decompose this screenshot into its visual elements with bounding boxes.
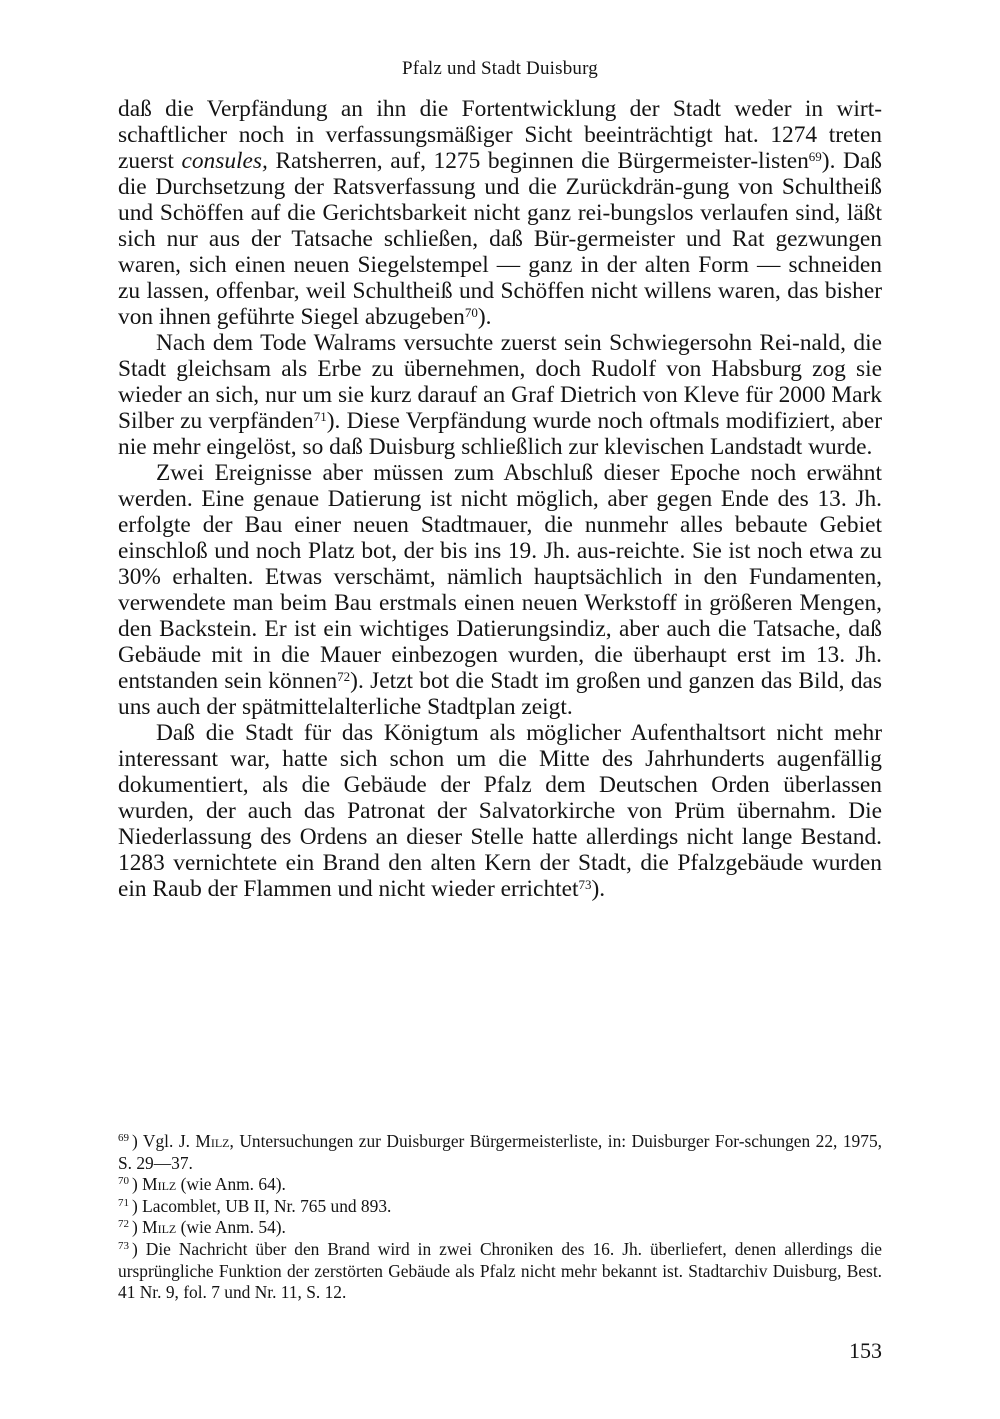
paragraph-4 — [118, 720, 882, 902]
body-text — [118, 96, 882, 902]
footnote-ref: 73 — [578, 876, 592, 892]
paragraph-text: ). Jetzt bot die Stadt im großen und ganzen das Bild, das uns auch der spätmittelalterliche Stadtplan zeigt. — [118, 668, 882, 720]
footnote-number: 72 — [118, 1218, 129, 1231]
footnote-number: 73 — [118, 1239, 129, 1252]
footnote-text: (wie Anm. 54). — [176, 1217, 286, 1238]
footnote-text: ) — [132, 1174, 143, 1195]
paragraph-1 — [118, 96, 882, 330]
footnote-72 — [118, 1217, 882, 1239]
footnotes — [118, 1131, 882, 1304]
footnote-ref: 69 — [808, 148, 822, 164]
footnote-text: ) Die Nachricht über den Brand wird in zwei Chroniken des 16. Jh. überliefert, denen allerdings die ursprüngliche Funktion der zerstörten Gebäude als Pfalz nicht mehr bekannt ist. Stadtarchiv Duisburg, Best. 41 Nr. 9, fol. 7 und Nr. 11, S. 12. — [118, 1238, 882, 1303]
paragraph-text: ). — [477, 304, 492, 330]
paragraph-text: Nach dem Tode Walrams versuchte zuerst sein Schwiegersohn Rei-nald, die Stadt gleichsam als Erbe zu übernehmen, doch Rudolf von Habsburg zog sie wieder an sich, nur um sie kurz darauf an Graf Dietrich von Kleve für 2000 Mark Silber zu verpfänden — [118, 330, 882, 434]
footnote-number: 71 — [118, 1196, 129, 1209]
footnote-number: 70 — [118, 1175, 129, 1188]
paragraph-3 — [118, 460, 882, 720]
author-name: Milz — [195, 1131, 230, 1151]
footnote-text: (wie Anm. 64). — [176, 1174, 286, 1195]
paragraph-text: Daß die Stadt für das Königtum als möglicher Aufenthaltsort nicht mehr interessant war, hatte sich schon um die Mitte des Jahrhunderts augenfällig dokumentiert, als die Gebäude der Pfalz dem Deutschen Orden überlassen wurden, der auch das Patronat der Salvatorkirche von Prüm übernahm. Die Niederlassung des Ordens an dieser Stelle hatte allerdings nicht lange Bestand. 1283 vernichtete ein Brand den alten Kern der Stadt, die Pfalzgebäude wurden ein Raub der Flammen und nicht wieder errichtet — [118, 720, 882, 902]
page-number: 153 — [849, 1338, 882, 1363]
footnote-text: ) — [132, 1217, 143, 1238]
footnote-ref: 71 — [313, 408, 327, 424]
footnote-text: , Untersuchungen zur Duisburger Bürgermeisterliste, in: Duisburger For-schungen 22, 1975, S. 29—37. — [118, 1131, 882, 1173]
footnote-ref: 70 — [464, 304, 478, 320]
author-name: Milz — [142, 1174, 177, 1195]
footnote-69 — [118, 1131, 882, 1174]
paragraph-2 — [118, 330, 882, 460]
paragraph-text: Ratsherren, auf, 1275 beginnen die Bürgermeister-listen — [267, 148, 809, 174]
running-head: Pfalz und Stadt Duisburg — [401, 58, 599, 79]
paragraph-text: Zwei Ereignisse aber müssen zum Abschluß dieser Epoche noch erwähnt werden. Eine genaue Datierung ist nicht möglich, aber gegen Ende des 13. Jh. erfolgte der Bau einer neuen Stadtmauer, die nunmehr alles bebaute Gebiet einschloß und noch Platz bot, der bis ins 19. Jh. aus-reichte. Sie ist noch etwa zu 30% erhalten. Etwas verschämt, nämlich hauptsächlich in den Fundamenten, verwendete man beim Bau erstmals einen neuen Werkstoff in größeren Mengen, den Backstein. Er ist ein wichtiges Datierungsindiz, aber auch die Tatsache, daß Gebäude mit in die Mauer einbezogen wurden, die überhaupt erst im 13. Jh. entstanden sein können — [118, 460, 882, 694]
author-name: Milz — [142, 1217, 177, 1238]
footnote-number: 69 — [118, 1131, 129, 1144]
latin-term: consules, — [181, 148, 268, 174]
paragraph-text: ). Daß die Durchsetzung der Ratsverfassung und die Zurückdrän-gung von Schultheiß und Schöffen auf die Gerichtsbarkeit nicht ganz rei-bungslos verlaufen sind, läßt sich nur aus der Tatsache schließen, daß Bür-germeister und Rat gezwungen waren, sich einen neuen Siegelstempel — ganz in der alten Form — schneiden zu lassen, offenbar, weil Schultheiß und Schöffen nicht willens waren, das bisher von ihnen geführte Siegel abzugeben — [118, 148, 882, 330]
footnote-73 — [118, 1239, 882, 1304]
paragraph-text: ). — [591, 876, 606, 902]
footnote-text: ) Vgl. J. — [132, 1131, 196, 1151]
footnote-70 — [118, 1174, 882, 1196]
footnote-ref: 72 — [337, 668, 351, 684]
paragraph-text: ). Diese Verpfändung wurde noch oftmals modifiziert, aber nie mehr eingelöst, so daß Duisburg schließlich zur klevischen Landstadt wurde. — [118, 408, 882, 460]
footnote-text: ) Lacomblet, UB II, Nr. 765 und 893. — [132, 1195, 392, 1216]
footnote-71 — [118, 1196, 882, 1218]
paragraph-text: daß die Verpfändung an ihn die Fortentwicklung der Stadt weder in wirt-schaftlicher noch in verfassungsmäßiger Sicht beeinträchtigt hat. 1274 treten zuerst — [118, 96, 882, 174]
